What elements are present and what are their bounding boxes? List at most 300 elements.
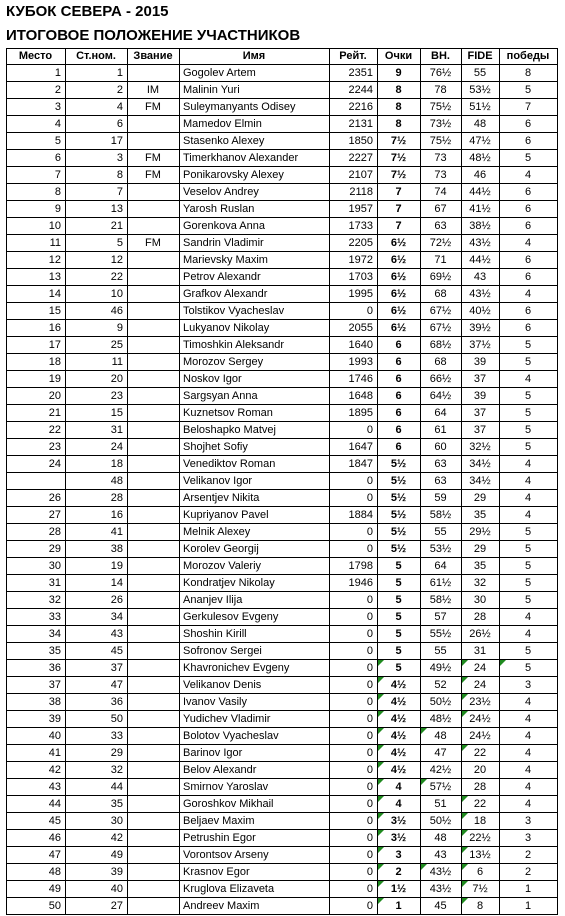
cell-title: FM [128, 167, 180, 184]
cell-rating: 0 [330, 711, 378, 728]
cell-buchholz: 63 [421, 218, 462, 235]
cell-rating: 2205 [330, 235, 378, 252]
col-header-name: Имя [180, 49, 330, 65]
cell-start-number: 32 [66, 762, 128, 779]
cell-start-number: 19 [66, 558, 128, 575]
cell-buchholz: 53½ [421, 541, 462, 558]
table-row [7, 337, 558, 354]
cell-buchholz: 71 [421, 252, 462, 269]
col-header-place: Место [7, 49, 66, 65]
cell-title [128, 133, 180, 150]
cell-title [128, 592, 180, 609]
cell-place: 43 [7, 779, 66, 796]
cell-title [128, 490, 180, 507]
cell-points: 6½ [378, 235, 421, 252]
cell-buchholz: 55 [421, 643, 462, 660]
table-row [7, 150, 558, 167]
cell-name: Mamedov Elmin [180, 116, 330, 133]
cell-wins: 3 [500, 677, 558, 694]
table-row [7, 371, 558, 388]
cell-rating: 2118 [330, 184, 378, 201]
cell-points: 6½ [378, 269, 421, 286]
cell-name: Sargsyan Anna [180, 388, 330, 405]
cell-wins: 7 [500, 99, 558, 116]
cell-place: 5 [7, 133, 66, 150]
cell-rating: 0 [330, 779, 378, 796]
cell-buchholz: 63 [421, 456, 462, 473]
standings-subtitle: ИТОГОВОЕ ПОЛОЖЕНИЕ УЧАСТНИКОВ [6, 27, 301, 44]
cell-rating: 0 [330, 898, 378, 915]
table-row [7, 286, 558, 303]
cell-fide: 31 [462, 643, 500, 660]
cell-name: Morozov Sergey [180, 354, 330, 371]
cell-place: 21 [7, 405, 66, 422]
cell-name: Tolstikov Vyacheslav [180, 303, 330, 320]
cell-place: 20 [7, 388, 66, 405]
cell-place: 1 [7, 65, 66, 82]
cell-buchholz: 73 [421, 167, 462, 184]
cell-points: 3 [378, 847, 421, 864]
cell-wins: 4 [500, 626, 558, 643]
table-row [7, 524, 558, 541]
cell-fide: 43 [462, 269, 500, 286]
cell-place: 32 [7, 592, 66, 609]
cell-points: 7 [378, 218, 421, 235]
cell-points: 5½ [378, 541, 421, 558]
table-row [7, 694, 558, 711]
cell-title [128, 388, 180, 405]
cell-title [128, 575, 180, 592]
cell-rating: 0 [330, 643, 378, 660]
cell-title [128, 184, 180, 201]
table-row [7, 575, 558, 592]
cell-name: Kondratjev Nikolay [180, 575, 330, 592]
table-row [7, 626, 558, 643]
cell-title [128, 847, 180, 864]
cell-rating: 2107 [330, 167, 378, 184]
cell-buchholz: 43 [421, 847, 462, 864]
cell-rating: 1703 [330, 269, 378, 286]
cell-title: IM [128, 82, 180, 99]
table-row [7, 541, 558, 558]
table-row [7, 218, 558, 235]
cell-name: Yarosh Ruslan [180, 201, 330, 218]
cell-start-number: 9 [66, 320, 128, 337]
cell-points: 9 [378, 65, 421, 82]
cell-rating: 2244 [330, 82, 378, 99]
cell-wins: 5 [500, 422, 558, 439]
cell-title [128, 762, 180, 779]
cell-fide: 29 [462, 541, 500, 558]
cell-start-number: 15 [66, 405, 128, 422]
cell-rating: 1850 [330, 133, 378, 150]
col-header-fide: FIDE [462, 49, 500, 65]
cell-place: 10 [7, 218, 66, 235]
cell-name: Kupriyanov Pavel [180, 507, 330, 524]
cell-place: 47 [7, 847, 66, 864]
cell-buchholz: 73½ [421, 116, 462, 133]
cell-title [128, 796, 180, 813]
cell-points: 7½ [378, 167, 421, 184]
cell-rating: 2131 [330, 116, 378, 133]
cell-place: 8 [7, 184, 66, 201]
cell-start-number: 18 [66, 456, 128, 473]
col-header-buchholz: ВН. [421, 49, 462, 65]
cell-place: 35 [7, 643, 66, 660]
cell-fide: 28 [462, 779, 500, 796]
table-row [7, 490, 558, 507]
cell-points: 5½ [378, 456, 421, 473]
cell-fide: 18 [462, 813, 500, 830]
cell-place: 49 [7, 881, 66, 898]
table-row [7, 796, 558, 813]
cell-buchholz: 74 [421, 184, 462, 201]
cell-fide: 37 [462, 422, 500, 439]
cell-title [128, 711, 180, 728]
cell-points: 5½ [378, 490, 421, 507]
cell-buchholz: 60 [421, 439, 462, 456]
cell-wins: 5 [500, 150, 558, 167]
cell-rating: 1946 [330, 575, 378, 592]
cell-points: 5 [378, 626, 421, 643]
col-header-title: Звание [128, 49, 180, 65]
cell-rating: 1647 [330, 439, 378, 456]
cell-name: Vorontsov Arseny [180, 847, 330, 864]
table-row [7, 439, 558, 456]
cell-start-number: 31 [66, 422, 128, 439]
cell-name: Smirnov Yaroslav [180, 779, 330, 796]
cell-points: 4 [378, 779, 421, 796]
table-row [7, 252, 558, 269]
cell-buchholz: 49½ [421, 660, 462, 677]
cell-fide: 39 [462, 388, 500, 405]
cell-place: 19 [7, 371, 66, 388]
cell-place: 9 [7, 201, 66, 218]
cell-buchholz: 72½ [421, 235, 462, 252]
cell-name: Gogolev Artem [180, 65, 330, 82]
cell-start-number: 30 [66, 813, 128, 830]
cell-points: 3½ [378, 830, 421, 847]
cell-start-number: 12 [66, 252, 128, 269]
cell-buchholz: 64 [421, 405, 462, 422]
cell-wins: 4 [500, 609, 558, 626]
cell-fide: 35 [462, 507, 500, 524]
table-row [7, 99, 558, 116]
cell-buchholz: 51 [421, 796, 462, 813]
cell-buchholz: 58½ [421, 592, 462, 609]
table-row [7, 303, 558, 320]
cell-fide: 24 [462, 677, 500, 694]
cell-name: Bolotov Vyacheslav [180, 728, 330, 745]
col-header-wins: победы [500, 49, 558, 65]
cell-start-number: 2 [66, 82, 128, 99]
cell-points: 6 [378, 405, 421, 422]
cell-fide: 34½ [462, 473, 500, 490]
cell-rating: 0 [330, 881, 378, 898]
cell-name: Timoshkin Aleksandr [180, 337, 330, 354]
cell-title [128, 626, 180, 643]
cell-points: 8 [378, 82, 421, 99]
cell-name: Marievsky Maxim [180, 252, 330, 269]
cell-name: Veselov Andrey [180, 184, 330, 201]
cell-rating: 0 [330, 609, 378, 626]
cell-fide: 55 [462, 65, 500, 82]
cell-wins: 4 [500, 507, 558, 524]
cell-fide: 35 [462, 558, 500, 575]
cell-points: 6½ [378, 286, 421, 303]
cell-start-number: 3 [66, 150, 128, 167]
cell-wins: 8 [500, 65, 558, 82]
cell-wins: 4 [500, 371, 558, 388]
cell-fide: 24½ [462, 711, 500, 728]
cell-place: 36 [7, 660, 66, 677]
cell-rating: 0 [330, 677, 378, 694]
cell-fide: 28 [462, 609, 500, 626]
cell-buchholz: 67½ [421, 303, 462, 320]
cell-fide: 20 [462, 762, 500, 779]
cell-title [128, 456, 180, 473]
cell-start-number: 50 [66, 711, 128, 728]
cell-title [128, 439, 180, 456]
table-row [7, 507, 558, 524]
cell-rating: 1746 [330, 371, 378, 388]
cell-fide: 23½ [462, 694, 500, 711]
cell-title [128, 898, 180, 915]
cell-start-number: 11 [66, 354, 128, 371]
cell-fide: 6 [462, 864, 500, 881]
cell-points: 6 [378, 439, 421, 456]
cell-wins: 6 [500, 116, 558, 133]
cell-start-number: 20 [66, 371, 128, 388]
cell-fide: 30 [462, 592, 500, 609]
cell-buchholz: 78 [421, 82, 462, 99]
cell-title [128, 303, 180, 320]
cell-fide: 26½ [462, 626, 500, 643]
cell-points: 4½ [378, 728, 421, 745]
cell-fide: 44½ [462, 252, 500, 269]
table-row [7, 762, 558, 779]
cell-buchholz: 48 [421, 728, 462, 745]
cell-points: 6 [378, 354, 421, 371]
cell-name: Barinov Igor [180, 745, 330, 762]
cell-wins: 5 [500, 439, 558, 456]
cell-fide: 22 [462, 796, 500, 813]
cell-buchholz: 68½ [421, 337, 462, 354]
cell-buchholz: 52 [421, 677, 462, 694]
cell-start-number: 41 [66, 524, 128, 541]
cell-fide: 40½ [462, 303, 500, 320]
cell-points: 4½ [378, 677, 421, 694]
cell-name: Melnik Alexey [180, 524, 330, 541]
cell-points: 5 [378, 660, 421, 677]
cell-place: 38 [7, 694, 66, 711]
cell-fide: 29 [462, 490, 500, 507]
cell-start-number: 49 [66, 847, 128, 864]
cell-place: 22 [7, 422, 66, 439]
cell-points: 6½ [378, 320, 421, 337]
cell-start-number: 4 [66, 99, 128, 116]
cell-name: Grafkov Alexandr [180, 286, 330, 303]
table-row [7, 405, 558, 422]
cell-buchholz: 55 [421, 524, 462, 541]
cell-name: Petrushin Egor [180, 830, 330, 847]
cell-name: Beloshapko Matvej [180, 422, 330, 439]
cell-title: FM [128, 150, 180, 167]
cell-place [7, 473, 66, 490]
cell-place: 24 [7, 456, 66, 473]
cell-wins: 4 [500, 286, 558, 303]
cell-points: 6 [378, 388, 421, 405]
table-row [7, 269, 558, 286]
cell-place: 31 [7, 575, 66, 592]
cell-rating: 1640 [330, 337, 378, 354]
cell-place: 14 [7, 286, 66, 303]
cell-name: Suleymanyants Odisey [180, 99, 330, 116]
cell-name: Khavronichev Evgeny [180, 660, 330, 677]
cell-name: Sandrin Vladimir [180, 235, 330, 252]
cell-title [128, 269, 180, 286]
cell-title [128, 218, 180, 235]
cell-wins: 6 [500, 320, 558, 337]
cell-wins: 5 [500, 405, 558, 422]
cell-wins: 4 [500, 473, 558, 490]
cell-rating: 1733 [330, 218, 378, 235]
table-row [7, 898, 558, 915]
cell-rating: 1847 [330, 456, 378, 473]
cell-place: 34 [7, 626, 66, 643]
table-row [7, 847, 558, 864]
cell-title [128, 252, 180, 269]
cell-title [128, 745, 180, 762]
cell-points: 8 [378, 116, 421, 133]
cell-place: 12 [7, 252, 66, 269]
cell-place: 23 [7, 439, 66, 456]
standings-table [6, 48, 558, 915]
cell-title [128, 609, 180, 626]
cell-place: 6 [7, 150, 66, 167]
cell-wins: 4 [500, 745, 558, 762]
cell-title [128, 643, 180, 660]
cell-wins: 6 [500, 252, 558, 269]
table-row [7, 813, 558, 830]
cell-buchholz: 45 [421, 898, 462, 915]
cell-wins: 5 [500, 558, 558, 575]
cell-wins: 5 [500, 354, 558, 371]
cell-name: Goroshkov Mikhail [180, 796, 330, 813]
cell-name: Timerkhanov Alexander [180, 150, 330, 167]
cell-points: 4½ [378, 762, 421, 779]
cell-start-number: 39 [66, 864, 128, 881]
table-row [7, 167, 558, 184]
cell-start-number: 44 [66, 779, 128, 796]
cell-place: 39 [7, 711, 66, 728]
cell-place: 29 [7, 541, 66, 558]
cell-points: 5 [378, 575, 421, 592]
cell-wins: 4 [500, 490, 558, 507]
cell-title [128, 422, 180, 439]
cell-place: 17 [7, 337, 66, 354]
cell-title [128, 320, 180, 337]
cell-points: 2 [378, 864, 421, 881]
cell-title [128, 65, 180, 82]
cell-wins: 4 [500, 456, 558, 473]
cell-start-number: 47 [66, 677, 128, 694]
table-row [7, 388, 558, 405]
cell-start-number: 5 [66, 235, 128, 252]
cell-name: Gorenkova Anna [180, 218, 330, 235]
cell-name: Velikanov Igor [180, 473, 330, 490]
cell-rating: 2055 [330, 320, 378, 337]
cell-start-number: 14 [66, 575, 128, 592]
cell-fide: 39 [462, 354, 500, 371]
cell-buchholz: 76½ [421, 65, 462, 82]
cell-points: 5 [378, 592, 421, 609]
cell-fide: 34½ [462, 456, 500, 473]
cell-buchholz: 57½ [421, 779, 462, 796]
cell-start-number: 10 [66, 286, 128, 303]
table-row [7, 65, 558, 82]
table-row [7, 660, 558, 677]
cell-start-number: 43 [66, 626, 128, 643]
table-row [7, 354, 558, 371]
cell-name: Shojhet Sofiy [180, 439, 330, 456]
cell-name: Sofronov Sergei [180, 643, 330, 660]
cell-wins: 5 [500, 388, 558, 405]
cell-start-number: 25 [66, 337, 128, 354]
cell-fide: 24½ [462, 728, 500, 745]
cell-buchholz: 43½ [421, 864, 462, 881]
cell-start-number: 8 [66, 167, 128, 184]
cell-rating: 2351 [330, 65, 378, 82]
cell-points: 5 [378, 609, 421, 626]
cell-name: Ponikarovsky Alexey [180, 167, 330, 184]
cell-buchholz: 75½ [421, 133, 462, 150]
table-row [7, 728, 558, 745]
cell-title [128, 337, 180, 354]
cell-place: 7 [7, 167, 66, 184]
cell-wins: 2 [500, 864, 558, 881]
cell-wins: 5 [500, 337, 558, 354]
cell-fide: 39½ [462, 320, 500, 337]
cell-buchholz: 66½ [421, 371, 462, 388]
cell-name: Korolev Georgij [180, 541, 330, 558]
cell-points: 1 [378, 898, 421, 915]
cell-place: 40 [7, 728, 66, 745]
table-row [7, 82, 558, 99]
cell-place: 41 [7, 745, 66, 762]
cell-wins: 4 [500, 728, 558, 745]
cell-place: 13 [7, 269, 66, 286]
cell-fide: 8 [462, 898, 500, 915]
cell-title [128, 864, 180, 881]
cell-title [128, 728, 180, 745]
cell-buchholz: 67½ [421, 320, 462, 337]
cell-buchholz: 43½ [421, 881, 462, 898]
table-row [7, 711, 558, 728]
cell-wins: 5 [500, 541, 558, 558]
table-row [7, 592, 558, 609]
cell-start-number: 37 [66, 660, 128, 677]
cell-title [128, 779, 180, 796]
cell-wins: 3 [500, 830, 558, 847]
cell-title [128, 830, 180, 847]
cell-place: 26 [7, 490, 66, 507]
cell-title [128, 116, 180, 133]
cell-start-number: 28 [66, 490, 128, 507]
cell-name: Ivanov Vasily [180, 694, 330, 711]
cell-points: 5½ [378, 507, 421, 524]
cell-wins: 6 [500, 303, 558, 320]
